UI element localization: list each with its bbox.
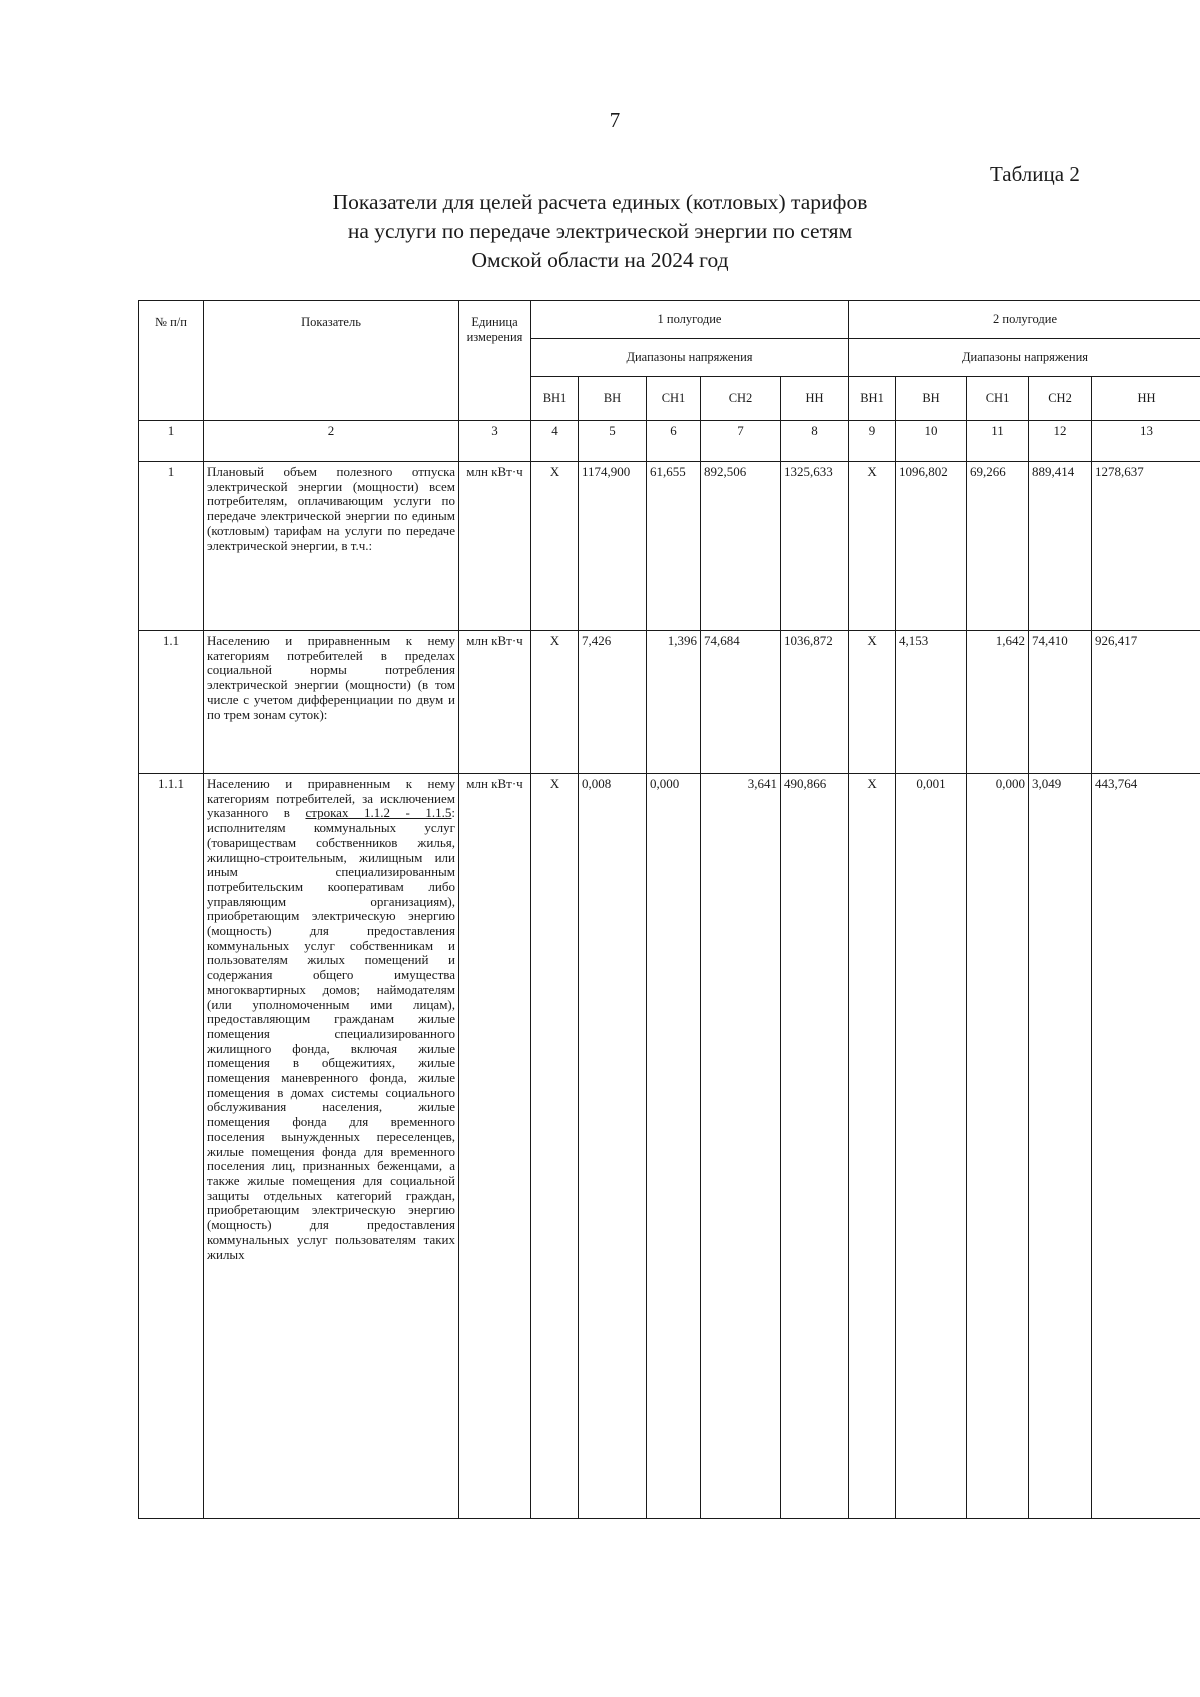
value-vn-h1: 7,426	[579, 631, 647, 774]
column-number: 12	[1029, 421, 1092, 462]
row-number: 1.1	[139, 631, 204, 774]
column-number: 1	[139, 421, 204, 462]
header-level-sn1-h2: СН1	[967, 377, 1029, 421]
header-level-nn-h2: НН	[1092, 377, 1200, 421]
table-row	[139, 774, 1200, 1519]
header-level-vn-h1: ВН	[579, 377, 647, 421]
value-nn-h2: 1278,637	[1092, 462, 1200, 631]
value-sn1-h2: 69,266	[967, 462, 1029, 631]
tariff-indicators-table	[138, 300, 1200, 1519]
value-sn2-h1: 892,506	[701, 462, 781, 631]
value-sn1-h2: 0,000	[967, 774, 1029, 1519]
value-sn1-h1: 0,000	[647, 774, 701, 1519]
rows-reference-link: строках 1.1.2 - 1.1.5	[305, 805, 452, 821]
value-nn-h1: 1036,872	[781, 631, 849, 774]
value-vn1-h1: Х	[531, 774, 579, 1519]
header-half-1: 1 полугодие	[531, 301, 849, 339]
title-line-3: Омской области на 2024 год	[471, 248, 729, 272]
value-vn-h1: 1174,900	[579, 462, 647, 631]
header-ranges-2: Диапазоны напряжения	[849, 339, 1200, 377]
row-indicator-text	[204, 774, 459, 1519]
document-title	[240, 188, 960, 275]
value-sn2-h2: 889,414	[1029, 462, 1092, 631]
row-number: 1	[139, 462, 204, 631]
value-sn1-h1: 61,655	[647, 462, 701, 631]
value-vn1-h2: Х	[849, 774, 896, 1519]
header-level-sn2-h2: СН2	[1029, 377, 1092, 421]
column-number: 8	[781, 421, 849, 462]
column-number: 13	[1092, 421, 1200, 462]
table-label: Таблица 2	[990, 162, 1080, 186]
value-vn-h2: 0,001	[896, 774, 967, 1519]
row-number: 1.1.1	[139, 774, 204, 1519]
table-row	[139, 631, 1200, 774]
value-vn-h2: 1096,802	[896, 462, 967, 631]
column-number: 11	[967, 421, 1029, 462]
row-text-after: : исполнителям коммунальных услуг (товариществам собственников жилья, жилищно-строительным, жилищным или иным специализированным потребительским кооперативам либо управляющим организациям), приобретающим электрическую энергию (мощность) для предоставления коммунальных услуг собственникам и пользователям жилых помещений и содержания общего имущества многоквартирных домов; наймодателям (или уполномоченным ими лицам), предоставляющим гражданам жилые помещения специализированного жилищного фонда, включая жилые помещения в общежитиях, жилые помещения маневренного фонда, жилые помещения в домах системы социального обслуживания населения, жилые помещения фонда для временного поселения вынужденных переселенцев, жилые помещения фонда для временного поселения лиц, признанных беженцами, а также жилые помещения для социальной защиты отдельных категорий граждан, приобретающим электрическую энергию (мощность) для предоставления коммунальных услуг пользователям таких жилых	[207, 805, 456, 1262]
title-line-1: Показатели для целей расчета единых (котловых) тарифов	[332, 190, 868, 214]
column-number: 2	[204, 421, 459, 462]
column-number: 4	[531, 421, 579, 462]
column-number: 9	[849, 421, 896, 462]
value-vn-h2: 4,153	[896, 631, 967, 774]
row-indicator-text: Плановый объем полезного отпуска электрической энергии (мощности) всем потребителям, оплачивающим услуги по передаче электрической энергии по единым (котловым) тарифам на услуги по передаче электрической энергии, в т.ч.:	[204, 462, 459, 631]
header-level-nn-h1: НН	[781, 377, 849, 421]
row-text-before: Населению и приравненным к нему категориям потребителей, за исключением указанного в	[207, 776, 455, 821]
value-vn1-h2: Х	[849, 631, 896, 774]
value-vn-h1: 0,008	[579, 774, 647, 1519]
column-number: 6	[647, 421, 701, 462]
value-nn-h2: 443,764	[1092, 774, 1200, 1519]
header-num: № п/п	[139, 301, 204, 421]
value-sn1-h2: 1,642	[967, 631, 1029, 774]
row-indicator-text: Населению и приравненным к нему категориям потребителей в пределах социальной нормы потребления электрической энергии (мощности) (в том числе с учетом дифференциации по двум и по трем зонам суток):	[204, 631, 459, 774]
row-unit: млн кВт·ч	[459, 774, 531, 1519]
title-line-2: на услуги по передаче электрической энергии по сетям	[347, 219, 853, 243]
header-half-2: 2 полугодие	[849, 301, 1200, 339]
value-nn-h2: 926,417	[1092, 631, 1200, 774]
value-vn1-h1: Х	[531, 631, 579, 774]
value-sn2-h2: 74,410	[1029, 631, 1092, 774]
value-nn-h1: 1325,633	[781, 462, 849, 631]
row-unit: млн кВт·ч	[459, 631, 531, 774]
header-ranges-1: Диапазоны напряжения	[531, 339, 849, 377]
value-sn2-h1: 74,684	[701, 631, 781, 774]
column-number: 3	[459, 421, 531, 462]
value-vn1-h2: Х	[849, 462, 896, 631]
column-number: 10	[896, 421, 967, 462]
header-level-vn1-h2: ВН1	[849, 377, 896, 421]
header-level-vn-h2: ВН	[896, 377, 967, 421]
value-vn1-h1: Х	[531, 462, 579, 631]
column-number: 5	[579, 421, 647, 462]
header-level-sn1-h1: СН1	[647, 377, 701, 421]
table-row	[139, 462, 1200, 631]
page-number: 7	[609, 108, 621, 132]
value-sn2-h2: 3,049	[1029, 774, 1092, 1519]
header-unit: Единица измерения	[459, 301, 531, 421]
header-level-sn2-h1: СН2	[701, 377, 781, 421]
value-nn-h1: 490,866	[781, 774, 849, 1519]
header-level-vn1-h1: ВН1	[531, 377, 579, 421]
row-unit: млн кВт·ч	[459, 462, 531, 631]
value-sn1-h1: 1,396	[647, 631, 701, 774]
header-indicator: Показатель	[204, 301, 459, 421]
value-sn2-h1: 3,641	[701, 774, 781, 1519]
column-number: 7	[701, 421, 781, 462]
